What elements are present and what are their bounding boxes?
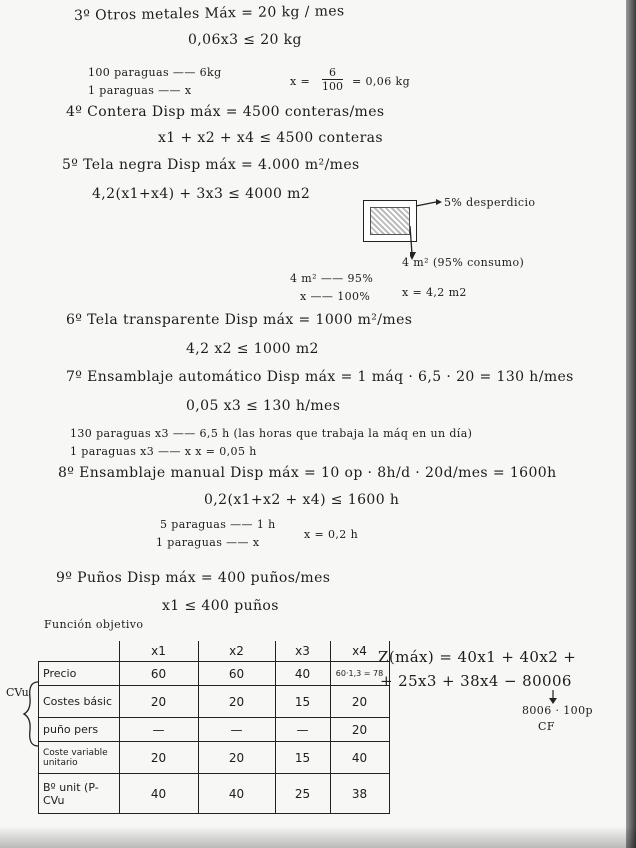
page-bottom-shadow: [0, 826, 636, 848]
objective-function-table: [38, 641, 390, 814]
rule-of-three-x-label: x =: [290, 75, 311, 88]
table-cell: 20: [198, 742, 275, 774]
cvu-side-label: CVu: [6, 686, 29, 699]
constraint-9-title: 9º Puños Disp máx = 400 puños/mes: [56, 570, 331, 586]
table-header-x4: x4: [330, 641, 389, 662]
objective-line-1: Z(máx) = 40x1 + 40x2 +: [378, 648, 577, 666]
rule-machine-line-1: 130 paraguas x3 —— 6,5 h (las horas que trabaja la máq en un día): [70, 427, 473, 440]
fixed-cost-note: 8006 · 100p: [522, 704, 593, 717]
table-cell: 40: [198, 774, 275, 814]
row-label-puno: puño pers: [39, 718, 120, 742]
table-cell: —: [275, 718, 330, 742]
consumption-label: 4 m² (95% consumo): [402, 256, 525, 269]
arrow-down-icon: [548, 690, 558, 704]
fabric-sketch-fill: [370, 207, 410, 235]
constraint-3-title: 3º Otros metales Máx = 20 kg / mes: [73, 3, 345, 24]
row-label-beneficio: Bº unit (P-CVu: [39, 774, 120, 814]
constraint-7-formula: 0,05 x3 ≤ 130 h/mes: [186, 398, 341, 414]
rule-of-three-line-2: 1 paraguas —— x: [88, 84, 192, 97]
table-cell: 20: [119, 686, 198, 718]
constraint-5-formula: 4,2(x1+x4) + 3x3 ≤ 4000 m2: [92, 186, 311, 202]
rule-manual-line-1: 5 paraguas —— 1 h: [160, 518, 276, 531]
table-cell: 40: [275, 662, 330, 686]
constraint-8-title: 8º Ensamblaje manual Disp máx = 10 op · 8h/d · 20d/mes = 1600h: [58, 465, 557, 481]
constraint-6-formula: 4,2 x2 ≤ 1000 m2: [186, 341, 319, 357]
constraint-4-title: 4º Contera Disp máx = 4500 conteras/mes: [66, 104, 385, 120]
table-row: [39, 662, 390, 686]
percent-rule-result: x = 4,2 m2: [402, 286, 467, 299]
constraint-8-formula: 0,2(x1+x2 + x4) ≤ 1600 h: [204, 492, 400, 508]
rule-manual-result: x = 0,2 h: [304, 528, 359, 541]
fraction-6-over-100: [322, 66, 343, 93]
table-cell: 60·1,3 = 78: [330, 662, 389, 686]
rule-machine-line-2: 1 paraguas x3 —— x x = 0,05 h: [70, 445, 257, 458]
constraint-4-formula: x1 + x2 + x4 ≤ 4500 conteras: [158, 130, 384, 146]
table-row: [39, 718, 390, 742]
table-corner: [39, 641, 120, 662]
percent-rule-line-1: 4 m² —— 95%: [290, 272, 374, 285]
constraint-7-title: 7º Ensamblaje automático Disp máx = 1 máq · 6,5 · 20 = 130 h/mes: [66, 369, 574, 385]
table-cell: 20: [330, 718, 389, 742]
table-cell: 60: [119, 662, 198, 686]
row-label-costes: Costes básic: [39, 686, 120, 718]
waste-label: 5% desperdicio: [444, 196, 536, 209]
rule-manual-line-2: 1 paraguas —— x: [156, 536, 260, 549]
table-cell: 20: [330, 686, 389, 718]
rule-of-three-result: = 0,06 kg: [352, 75, 411, 88]
table-header-x2: x2: [198, 641, 275, 662]
table-row: [39, 686, 390, 718]
row-label-precio: Precio: [39, 662, 120, 686]
table-header-x3: x3: [275, 641, 330, 662]
table-cell: 20: [198, 686, 275, 718]
fraction-numerator: 6: [322, 66, 343, 80]
constraint-3-formula: 0,06x3 ≤ 20 kg: [188, 32, 302, 48]
table-cell: 15: [275, 742, 330, 774]
objective-line-2: + 25x3 + 38x4 − 80006: [380, 672, 572, 690]
objective-function-title: Función objetivo: [44, 618, 144, 631]
table-cell: 25: [275, 774, 330, 814]
table-cell: 40: [119, 774, 198, 814]
table-cell: —: [198, 718, 275, 742]
table-row: [39, 742, 390, 774]
page-edge-shadow: [626, 0, 636, 848]
fixed-cost-label: CF: [538, 720, 555, 733]
row-label-coste-variable: Coste variable unitario: [39, 742, 120, 774]
table-cell: 40: [330, 742, 389, 774]
percent-rule-line-2: x —— 100%: [300, 290, 371, 303]
fraction-denominator: 100: [322, 80, 343, 93]
table-cell: 38: [330, 774, 389, 814]
table-row: [39, 774, 390, 814]
fabric-sketch: [363, 200, 417, 242]
rule-of-three-line-1: 100 paraguas —— 6kg: [88, 66, 222, 79]
constraint-5-title: 5º Tela negra Disp máx = 4.000 m²/mes: [62, 157, 360, 173]
table-cell: —: [119, 718, 198, 742]
table-cell: 60: [198, 662, 275, 686]
table-cell: 15: [275, 686, 330, 718]
table-cell: 20: [119, 742, 198, 774]
table-header-x1: x1: [119, 641, 198, 662]
constraint-9-formula: x1 ≤ 400 puños: [162, 598, 279, 614]
constraint-6-title: 6º Tela transparente Disp máx = 1000 m²/mes: [66, 312, 413, 328]
